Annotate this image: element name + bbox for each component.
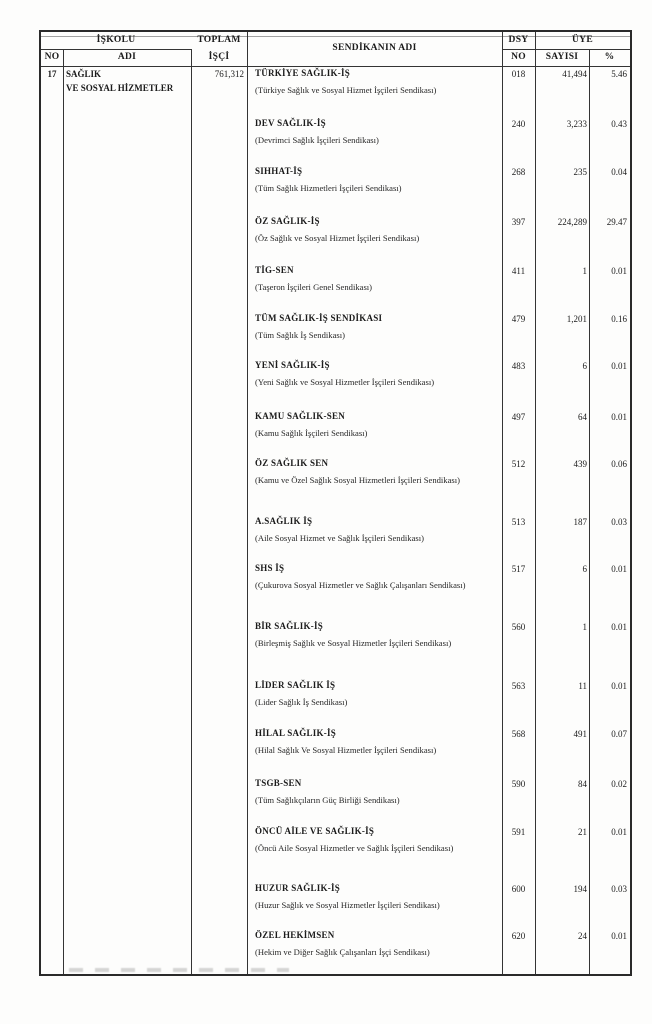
union-name: SHS İŞ [255, 563, 285, 573]
union-name: A.SAĞLIK İŞ [255, 516, 313, 526]
union-percent: 29.47 [606, 217, 627, 227]
union-name: HUZUR SAĞLIK-İŞ [255, 883, 341, 893]
union-full-name: (Tüm Sağlık İş Sendikası) [255, 330, 345, 340]
union-dsy-no: 479 [511, 314, 526, 324]
union-full-name: (Huzur Sağlık ve Sosyal Hizmetler İşçileri Sendikası) [255, 900, 440, 910]
union-members: 64 [578, 412, 587, 422]
header-isci: İŞÇİ [208, 52, 230, 62]
union-percent: 0.16 [611, 314, 627, 324]
union-dsy-no: 517 [511, 564, 526, 574]
header-dsy-no: NO [511, 52, 526, 62]
union-dsy-no: 590 [511, 779, 526, 789]
union-members: 1,201 [566, 314, 587, 324]
union-full-name: (Birleşmiş Sağlık ve Sosyal Hizmetler İşçileri Sendikası) [255, 638, 452, 648]
union-dsy-no: 560 [511, 622, 526, 632]
sector-name-line2: VE SOSYAL HİZMETLER [66, 83, 174, 93]
union-members: 235 [573, 167, 587, 177]
header-iskolu: İŞKOLU [96, 35, 136, 45]
union-full-name: (Öz Sağlık ve Sosyal Hizmet İşçileri Sendikası) [255, 233, 420, 243]
union-percent: 0.03 [611, 517, 627, 527]
union-entry [247, 216, 630, 250]
union-dsy-no: 563 [511, 681, 526, 691]
union-entries [247, 32, 630, 974]
union-dsy-no: 240 [511, 119, 526, 129]
union-name: ÖZ SAĞLIK-İŞ [255, 216, 320, 226]
union-percent: 0.01 [611, 681, 627, 691]
union-dsy-no: 411 [511, 266, 526, 276]
sector-total-workers: 761,312 [214, 69, 244, 79]
union-percent: 0.01 [611, 827, 627, 837]
union-percent: 0.01 [611, 564, 627, 574]
union-entry [247, 118, 630, 152]
scan-smudge-artifact [69, 968, 289, 972]
union-entry [247, 68, 630, 102]
union-name: ÖNCÜ AİLE VE SAĞLIK-İŞ [255, 826, 375, 836]
union-percent: 0.01 [611, 931, 627, 941]
header-dsy: DSY [508, 35, 529, 45]
header-uye: ÜYE [572, 35, 593, 45]
union-members: 224,289 [557, 217, 587, 227]
union-members: 6 [582, 564, 587, 574]
union-members: 24 [578, 931, 587, 941]
union-percent: 0.02 [611, 779, 627, 789]
union-percent: 5.46 [611, 69, 627, 79]
union-entry [247, 265, 630, 299]
union-name: TÜRKİYE SAĞLIK-İŞ [255, 68, 351, 78]
union-full-name: (Kamu Sağlık İşçileri Sendikası) [255, 428, 368, 438]
union-full-name: (Kamu ve Özel Sağlık Sosyal Hizmetleri İşçileri Sendikası) [255, 475, 461, 485]
header-sendika-adi: SENDİKANIN ADI [332, 43, 417, 53]
union-entry [247, 778, 630, 812]
union-members: 3,233 [566, 119, 587, 129]
union-name: BİR SAĞLIK-İŞ [255, 621, 324, 631]
union-name: ÖZ SAĞLIK SEN [255, 458, 329, 468]
union-percent: 0.01 [611, 622, 627, 632]
union-entry [247, 680, 630, 714]
header-subdivider-iskolu [41, 49, 191, 50]
union-members: 1 [582, 266, 587, 276]
header-no: NO [44, 52, 60, 62]
union-full-name: (Tüm Sağlık Hizmetleri İşçileri Sendikası) [255, 183, 402, 193]
union-full-name: (Taşeron İşçileri Genel Sendikası) [255, 282, 373, 292]
union-entry [247, 930, 630, 964]
union-entry [247, 411, 630, 445]
union-full-name: (Devrimci Sağlık İşçileri Sendikası) [255, 135, 379, 145]
union-entry [247, 883, 630, 917]
union-members: 84 [578, 779, 587, 789]
union-members: 41,494 [562, 69, 587, 79]
union-entry [247, 166, 630, 200]
header-sayisi: SAYISI [545, 52, 579, 62]
union-members: 491 [573, 729, 587, 739]
union-full-name: (Öncü Aile Sosyal Hizmetler ve Sağlık İşçileri Sendikası) [255, 843, 454, 853]
union-name: LİDER SAĞLIK İŞ [255, 680, 336, 690]
union-full-name: (Türkiye Sağlık ve Sosyal Hizmet İşçileri Sendikası) [255, 85, 437, 95]
union-dsy-no: 620 [511, 931, 526, 941]
union-members: 21 [578, 827, 587, 837]
union-members: 11 [578, 681, 587, 691]
union-percent: 0.07 [611, 729, 627, 739]
header-toplam: TOPLAM [197, 35, 241, 45]
union-dsy-no: 268 [511, 167, 526, 177]
union-percent: 0.01 [611, 361, 627, 371]
column-divider-adi-toplam [191, 49, 192, 974]
union-entry [247, 313, 630, 347]
header-yuzde: % [604, 52, 615, 62]
sector-no: 17 [47, 69, 57, 79]
union-statistics-table [39, 30, 632, 976]
union-entry [247, 826, 630, 860]
union-entry [247, 516, 630, 550]
header-adi: ADI [117, 52, 137, 62]
union-entry [247, 728, 630, 762]
union-full-name: (Yeni Sağlık ve Sosyal Hizmetler İşçileri Sendikası) [255, 377, 435, 387]
union-full-name: (Çukurova Sosyal Hizmetler ve Sağlık Çalışanları Sendikası) [255, 580, 466, 590]
union-members: 6 [582, 361, 587, 371]
union-members: 194 [573, 884, 587, 894]
union-full-name: (Tüm Sağlıkçıların Güç Birliği Sendikası) [255, 795, 400, 805]
union-entry [247, 458, 630, 492]
union-dsy-no: 483 [511, 361, 526, 371]
union-percent: 0.04 [611, 167, 627, 177]
union-percent: 0.06 [611, 459, 627, 469]
union-entry [247, 621, 630, 655]
union-full-name: (Aile Sosyal Hizmet ve Sağlık İşçileri Sendikası) [255, 533, 424, 543]
union-percent: 0.03 [611, 884, 627, 894]
union-dsy-no: 397 [511, 217, 526, 227]
union-dsy-no: 568 [511, 729, 526, 739]
union-name: TİG-SEN [255, 265, 294, 275]
union-members: 1 [582, 622, 587, 632]
union-name: DEV SAĞLIK-İŞ [255, 118, 326, 128]
union-members: 187 [573, 517, 587, 527]
union-full-name: (Lider Sağlık İş Sendikası) [255, 697, 348, 707]
union-dsy-no: 018 [511, 69, 526, 79]
union-entry [247, 563, 630, 597]
union-name: HİLAL SAĞLIK-İŞ [255, 728, 337, 738]
union-percent: 0.01 [611, 266, 627, 276]
union-entry [247, 360, 630, 394]
union-dsy-no: 497 [511, 412, 526, 422]
sector-name-line1: SAĞLIK [66, 69, 102, 79]
union-dsy-no: 513 [511, 517, 526, 527]
union-full-name: (Hilal Sağlık Ve Sosyal Hizmetler İşçileri Sendikası) [255, 745, 437, 755]
union-members: 439 [573, 459, 587, 469]
union-dsy-no: 591 [511, 827, 526, 837]
union-name: KAMU SAĞLIK-SEN [255, 411, 346, 421]
union-name: TSGB-SEN [255, 778, 302, 788]
union-percent: 0.01 [611, 412, 627, 422]
union-percent: 0.43 [611, 119, 627, 129]
union-name: YENİ SAĞLIK-İŞ [255, 360, 330, 370]
union-name: SIHHAT-İŞ [255, 166, 303, 176]
union-name: TÜM SAĞLIK-İŞ SENDİKASI [255, 313, 383, 323]
union-full-name: (Hekim ve Diğer Sağlık Çalışanları İşçi Sendikası) [255, 947, 430, 957]
column-divider-no-adi [63, 49, 64, 974]
union-dsy-no: 512 [511, 459, 526, 469]
union-name: ÖZEL HEKİMSEN [255, 930, 335, 940]
union-dsy-no: 600 [511, 884, 526, 894]
